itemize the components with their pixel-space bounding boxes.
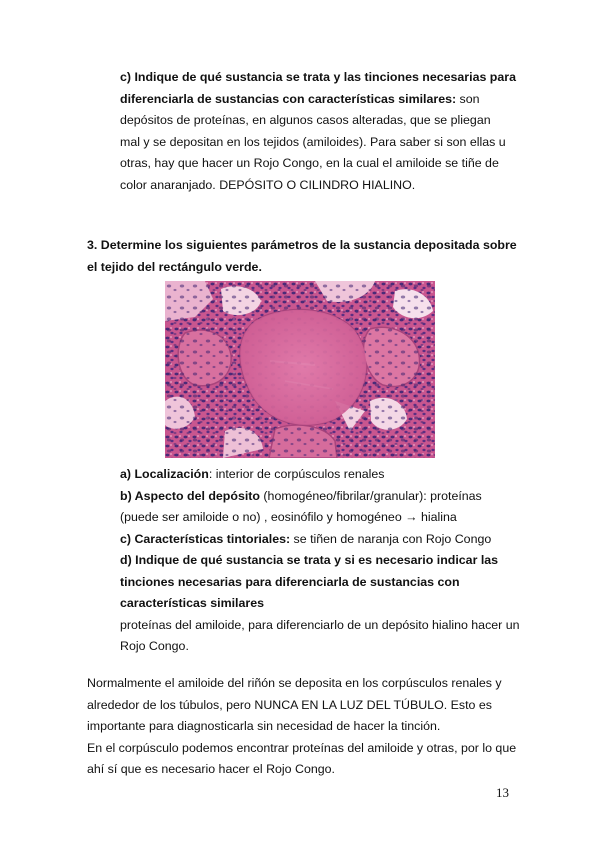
answer-d-label: tinciones necesarias para diferenciarla de sustancias con xyxy=(120,574,460,589)
answer-b-line2: (puede ser amiloide o no) , eosinófilo y homogéneo → hialina xyxy=(120,510,457,524)
section-c-line: otras, hay que hacer un Rojo Congo, en la cual el amiloide se tiñe de xyxy=(120,156,499,170)
answer-a: a) Localización: interior de corpúsculos renales xyxy=(120,467,385,481)
micrograph-image xyxy=(165,281,435,458)
section-c-line: mal y se depositan en los tejidos (amiloides). Para saber si son ellas u xyxy=(120,134,506,149)
answer-c: c) Características tintoriales: se tiñen de naranja con Rojo Congo xyxy=(120,531,492,546)
answer-d-label: d) Indique de qué sustancia se trata y si es necesario indicar las xyxy=(120,553,499,567)
answer-d-text: proteínas del amiloide, para diferenciarlo de un depósito hialino hacer un xyxy=(120,617,520,632)
section-c xyxy=(120,67,516,196)
question-3-line1: 3. Determine los siguientes parámetros de la sustancia depositada sobre xyxy=(87,238,517,252)
conclusion-line: En el corpúsculo podemos encontrar proteínas del amiloide y otras, por lo que xyxy=(87,740,517,755)
page-number: 13 xyxy=(496,785,509,800)
conclusion-line: Normalmente el amiloide del riñón se deposita en los corpúsculos renales y xyxy=(87,676,502,690)
answer-d-text: Rojo Congo. xyxy=(120,639,189,653)
conclusion-line: importante para diagnosticarla sin necesidad de hacer la tinción. xyxy=(87,719,441,733)
conclusion-line: alrededor de los túbulos, pero NUNCA EN LA LUZ DEL TÚBULO. Esto es xyxy=(87,697,492,712)
answer-b: b) Aspecto del depósito (homogéneo/fibrilar/granular): proteínas xyxy=(120,488,482,503)
conclusion-paragraph xyxy=(87,673,516,781)
answers-block xyxy=(120,464,520,658)
conclusion-line: ahí sí que es necesario hacer el Rojo Congo. xyxy=(87,762,335,776)
section-c-line: depósitos de proteínas, en algunos casos alteradas, que se pliegan xyxy=(120,113,491,127)
question-3-line2: el tejido del rectángulo verde. xyxy=(87,259,262,274)
question-3 xyxy=(87,235,517,278)
answer-d-label: características similares xyxy=(120,596,264,610)
section-c-heading-line2: diferenciarla de sustancias con características similares: son xyxy=(120,91,480,106)
histology-micrograph xyxy=(165,281,435,458)
section-c-heading-line1: c) Indique de qué sustancia se trata y las tinciones necesarias para xyxy=(120,70,516,84)
section-c-line: color anaranjado. DEPÓSITO O CILINDRO HIALINO. xyxy=(120,177,416,192)
